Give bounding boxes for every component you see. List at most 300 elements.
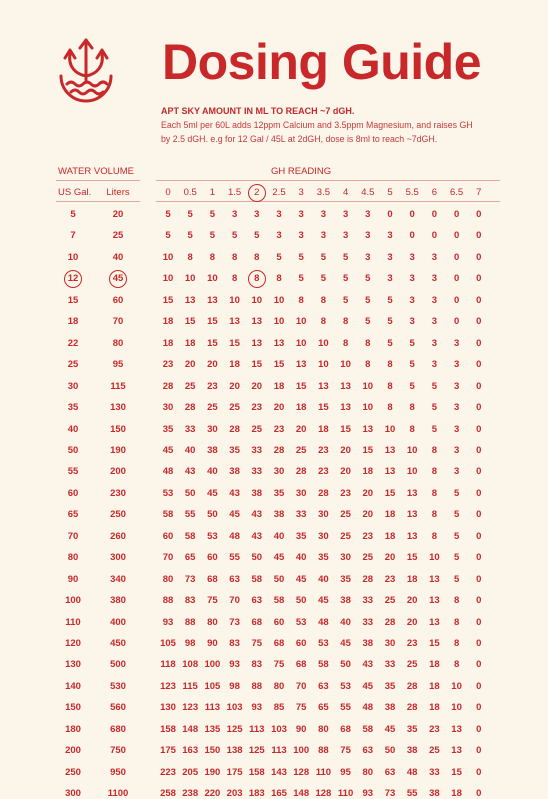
liters-value: 60 xyxy=(112,294,124,306)
dose-value: 15 xyxy=(229,337,240,349)
dose-value: 28 xyxy=(184,402,196,414)
dose-value: 80 xyxy=(273,680,285,692)
dose-value: 13 xyxy=(451,745,462,757)
gallons-value: 200 xyxy=(65,745,81,757)
dose-value: 5 xyxy=(453,552,460,564)
dose-value: 13 xyxy=(229,316,240,328)
dose-value: 5 xyxy=(187,209,193,220)
dose-value: 3 xyxy=(387,251,393,263)
dose-value: 38 xyxy=(251,487,263,499)
dose-value: 8 xyxy=(387,359,393,371)
dose-value: 23 xyxy=(406,638,418,649)
dose-value: 5 xyxy=(187,230,193,242)
dose-value: 50 xyxy=(184,487,196,499)
dose-value: 43 xyxy=(229,487,240,499)
dose-value: 63 xyxy=(318,680,329,692)
dose-value: 5 xyxy=(387,337,393,349)
dose-value: 18 xyxy=(273,380,285,392)
dose-value: 123 xyxy=(182,702,199,714)
dose-value: 5 xyxy=(209,209,216,220)
dose-value: 23 xyxy=(318,466,329,478)
gallons-value: 110 xyxy=(65,616,81,628)
dose-value: 0 xyxy=(476,702,482,714)
dose-value: 48 xyxy=(318,616,329,628)
dose-value: 5 xyxy=(431,402,438,414)
dose-value: 35 xyxy=(406,723,418,735)
dose-value: 15 xyxy=(429,638,440,649)
dose-value: 5 xyxy=(298,273,304,285)
dose-value: 0 xyxy=(476,251,482,263)
dose-value: 65 xyxy=(318,702,329,714)
dose-value: 63 xyxy=(229,573,240,585)
dose-value: 70 xyxy=(162,552,174,564)
dose-value: 33 xyxy=(251,466,263,478)
dose-value: 33 xyxy=(184,423,196,435)
dose-value: 48 xyxy=(162,466,174,478)
dose-value: 125 xyxy=(248,745,265,757)
dose-value: 0 xyxy=(476,638,482,649)
dose-value: 40 xyxy=(207,466,218,478)
dose-value: 5 xyxy=(409,380,415,392)
dose-value: 3 xyxy=(387,230,393,242)
dose-value: 113 xyxy=(271,745,287,757)
dose-value: 30 xyxy=(295,487,307,499)
gallons-value: 40 xyxy=(67,423,79,435)
dose-value: 183 xyxy=(248,788,265,799)
liters-value: 200 xyxy=(110,466,126,478)
dose-value: 28 xyxy=(229,423,240,435)
dose-value: 25 xyxy=(295,444,307,456)
gallons-value: 25 xyxy=(67,359,79,371)
dose-value: 45 xyxy=(384,723,396,735)
dose-value: 13 xyxy=(406,530,418,542)
liters-value: 45 xyxy=(112,273,124,285)
dose-value: 25 xyxy=(207,402,218,414)
dose-value: 20 xyxy=(273,402,285,414)
liters-value: 115 xyxy=(110,380,126,392)
dose-value: 10 xyxy=(384,423,396,435)
dose-value: 38 xyxy=(273,509,285,521)
dose-value: 33 xyxy=(362,595,374,607)
dose-value: 0 xyxy=(453,251,460,263)
dose-value: 45 xyxy=(318,595,329,607)
dose-value: 103 xyxy=(271,723,287,735)
dose-value: 13 xyxy=(318,380,329,392)
dose-value: 13 xyxy=(184,294,196,306)
dose-value: 3 xyxy=(276,230,282,242)
dose-value: 8 xyxy=(453,595,460,607)
gallons-value: 250 xyxy=(65,766,81,778)
dose-value: 15 xyxy=(318,402,329,414)
gh-column-header: 7 xyxy=(476,187,482,198)
dose-value: 25 xyxy=(184,380,196,392)
dose-value: 3 xyxy=(387,273,393,285)
dose-value: 15 xyxy=(362,444,374,456)
dose-value: 0 xyxy=(409,209,415,220)
dose-value: 50 xyxy=(207,509,218,521)
dose-value: 15 xyxy=(207,316,218,328)
gallons-value: 140 xyxy=(65,680,81,692)
dose-value: 5 xyxy=(165,209,171,220)
dose-value: 3 xyxy=(342,209,349,220)
dose-value: 20 xyxy=(229,380,240,392)
dose-value: 0 xyxy=(431,230,438,242)
dose-value: 23 xyxy=(340,487,351,499)
dose-value: 35 xyxy=(273,487,285,499)
dose-value: 20 xyxy=(406,616,418,628)
dose-value: 15 xyxy=(295,380,307,392)
dose-value: 3 xyxy=(409,294,415,306)
dose-value: 65 xyxy=(184,552,196,564)
dose-value: 150 xyxy=(204,745,221,757)
water-volume-label: WATER VOLUME xyxy=(58,166,135,177)
dose-value: 0 xyxy=(453,209,460,220)
dose-value: 30 xyxy=(318,509,329,521)
dose-value: 40 xyxy=(273,530,285,542)
dose-value: 70 xyxy=(229,595,240,607)
dose-value: 18 xyxy=(162,337,174,349)
gh-column-header: 6.5 xyxy=(449,187,464,198)
dose-value: 10 xyxy=(318,337,329,349)
dose-value: 35 xyxy=(295,530,307,542)
liters-value: 150 xyxy=(110,423,126,435)
dose-value: 15 xyxy=(273,359,285,371)
dose-value: 35 xyxy=(340,573,351,585)
dose-value: 8 xyxy=(320,316,327,328)
dose-value: 15 xyxy=(384,487,396,499)
dose-value: 45 xyxy=(207,487,218,499)
dose-value: 60 xyxy=(162,530,174,542)
dose-value: 0 xyxy=(476,595,482,607)
dose-value: 3 xyxy=(365,230,371,242)
liters-value: 250 xyxy=(110,509,126,521)
dose-value: 0 xyxy=(476,723,482,735)
dose-value: 0 xyxy=(476,423,482,435)
dose-value: 15 xyxy=(184,316,196,328)
dose-value: 13 xyxy=(340,380,351,392)
dose-value: 88 xyxy=(251,680,263,692)
liters-value: 950 xyxy=(110,766,126,778)
dose-value: 8 xyxy=(387,380,393,392)
dose-value: 73 xyxy=(184,573,196,585)
dose-value: 18 xyxy=(362,466,374,478)
dose-value: 10 xyxy=(451,680,462,692)
dose-value: 105 xyxy=(204,680,221,692)
dose-value: 75 xyxy=(251,638,263,649)
dose-value: 18 xyxy=(429,702,440,714)
dose-value: 123 xyxy=(160,680,176,692)
dose-value: 5 xyxy=(320,251,327,263)
dose-value: 13 xyxy=(251,337,263,349)
liters-value: 40 xyxy=(112,251,124,263)
dose-value: 10 xyxy=(295,316,307,328)
dose-value: 60 xyxy=(273,616,285,628)
dose-value: 0 xyxy=(476,359,482,371)
liters-value: 530 xyxy=(110,680,126,692)
liters-value: 380 xyxy=(110,595,126,607)
dose-value: 80 xyxy=(162,573,174,585)
liters-value: 1100 xyxy=(107,788,129,799)
dose-value: 15 xyxy=(251,359,263,371)
gh-column-header: 1.5 xyxy=(227,187,242,198)
dose-value: 18 xyxy=(384,509,396,521)
liters-value: 500 xyxy=(110,659,126,671)
dose-value: 5 xyxy=(342,273,349,285)
gallons-value: 30 xyxy=(67,380,79,392)
dose-value: 95 xyxy=(340,766,351,778)
dose-value: 0 xyxy=(476,573,482,585)
dose-value: 148 xyxy=(182,723,199,735)
dose-value: 0 xyxy=(476,788,482,799)
dose-value: 10 xyxy=(229,294,240,306)
dose-value: 10 xyxy=(162,273,174,285)
dose-value: 80 xyxy=(362,766,374,778)
dose-value: 3 xyxy=(320,230,327,242)
divider-right-2 xyxy=(156,201,500,202)
highlight-gallons-circle xyxy=(64,270,82,288)
dose-value: 113 xyxy=(249,723,265,735)
gallons-value: 130 xyxy=(65,659,81,671)
dose-value: 103 xyxy=(226,702,243,714)
dose-value: 58 xyxy=(362,723,374,735)
liters-value: 130 xyxy=(110,402,126,414)
dose-value: 0 xyxy=(387,209,393,220)
dose-value: 13 xyxy=(207,294,218,306)
dose-value: 38 xyxy=(384,702,396,714)
liters-value: 400 xyxy=(110,616,126,628)
dose-value: 203 xyxy=(226,788,243,799)
dose-value: 258 xyxy=(160,788,176,799)
gh-column-header: 2.5 xyxy=(272,187,286,198)
dose-value: 75 xyxy=(207,595,218,607)
dose-value: 0 xyxy=(476,337,482,349)
dose-value: 3 xyxy=(431,316,438,328)
dose-value: 0 xyxy=(476,466,482,478)
dose-value: 23 xyxy=(162,359,174,371)
dose-value: 88 xyxy=(184,616,196,628)
liters-value: 230 xyxy=(110,487,126,499)
dose-value: 8 xyxy=(254,273,260,285)
description xyxy=(161,118,501,146)
dose-value: 28 xyxy=(295,466,307,478)
dose-value: 30 xyxy=(384,638,396,649)
divider-left xyxy=(56,180,140,181)
dose-value: 0 xyxy=(476,616,482,628)
dose-value: 15 xyxy=(207,337,218,349)
dose-value: 10 xyxy=(295,337,307,349)
dose-value: 10 xyxy=(318,359,329,371)
dose-value: 75 xyxy=(273,659,285,671)
dose-value: 15 xyxy=(406,552,418,564)
gallons-value: 150 xyxy=(65,702,81,714)
dose-value: 50 xyxy=(384,745,396,757)
dose-value: 35 xyxy=(318,552,329,564)
dose-value: 8 xyxy=(298,294,304,306)
liters-value: 260 xyxy=(110,530,126,542)
dose-value: 165 xyxy=(271,788,287,799)
dose-value: 5 xyxy=(342,251,349,263)
dose-value: 28 xyxy=(406,702,418,714)
dose-value: 25 xyxy=(429,745,440,757)
dose-value: 3 xyxy=(365,209,371,220)
dose-value: 53 xyxy=(162,487,174,499)
dose-value: 98 xyxy=(229,680,240,692)
dose-value: 135 xyxy=(204,723,221,735)
dose-value: 0 xyxy=(476,402,482,414)
dose-value: 5 xyxy=(409,337,415,349)
dose-value: 90 xyxy=(207,638,218,649)
dose-value: 83 xyxy=(229,638,240,649)
liters-value: 680 xyxy=(110,723,126,735)
dose-value: 63 xyxy=(362,745,374,757)
dose-value: 0 xyxy=(453,316,460,328)
dose-value: 60 xyxy=(295,638,307,649)
dose-value: 68 xyxy=(295,659,307,671)
dose-value: 18 xyxy=(184,337,196,349)
dose-value: 30 xyxy=(273,466,285,478)
dose-value: 3 xyxy=(431,251,438,263)
dose-value: 18 xyxy=(295,402,307,414)
dose-value: 40 xyxy=(295,552,307,564)
dose-value: 8 xyxy=(276,273,282,285)
dose-value: 3 xyxy=(431,359,438,371)
dose-value: 33 xyxy=(384,659,396,671)
dose-value: 0 xyxy=(476,294,482,306)
dose-value: 10 xyxy=(451,702,462,714)
dose-value: 48 xyxy=(229,530,240,542)
dose-value: 20 xyxy=(362,487,374,499)
dose-value: 80 xyxy=(318,723,329,735)
dose-value: 10 xyxy=(362,380,374,392)
dose-value: 15 xyxy=(340,423,351,435)
dose-value: 5 xyxy=(453,530,460,542)
gallons-value: 100 xyxy=(65,595,81,607)
dose-value: 110 xyxy=(315,766,332,778)
dose-value: 25 xyxy=(340,509,351,521)
dose-value: 25 xyxy=(406,659,418,671)
divider-right xyxy=(156,180,500,181)
dose-value: 3 xyxy=(254,209,260,220)
dose-value: 0 xyxy=(476,380,482,392)
gallons-value: 7 xyxy=(70,230,76,242)
dose-value: 18 xyxy=(162,316,174,328)
dose-value: 190 xyxy=(204,766,221,778)
dose-value: 5 xyxy=(254,230,260,242)
dose-value: 45 xyxy=(340,638,351,649)
gh-column-header: 1 xyxy=(209,187,216,198)
dose-value: 58 xyxy=(318,659,329,671)
dose-value: 5 xyxy=(342,294,349,306)
dose-value: 68 xyxy=(340,723,351,735)
gallons-value: 5 xyxy=(70,209,76,220)
gallons-value: 300 xyxy=(65,788,81,799)
dose-value: 35 xyxy=(229,444,240,456)
column-header-liters: Liters xyxy=(106,187,130,198)
dose-value: 33 xyxy=(295,509,307,521)
dose-value: 8 xyxy=(187,251,193,263)
dose-value: 20 xyxy=(340,444,351,456)
dose-value: 15 xyxy=(451,766,462,778)
gh-column-header: 2 xyxy=(254,187,260,198)
dose-value: 0 xyxy=(476,659,482,671)
dose-value: 40 xyxy=(340,616,351,628)
dose-value: 8 xyxy=(365,337,371,349)
dose-value: 113 xyxy=(204,702,221,714)
description-line: Each 5ml per 60L adds 12ppm Calcium and 3.5ppm Magnesium, and raises GH xyxy=(161,120,473,130)
dose-value: 13 xyxy=(295,359,307,371)
dose-value: 8 xyxy=(254,251,260,263)
dose-value: 43 xyxy=(251,530,263,542)
dose-value: 28 xyxy=(384,616,396,628)
dose-value: 20 xyxy=(362,509,374,521)
dose-value: 5 xyxy=(387,294,393,306)
dose-value: 0 xyxy=(476,509,482,521)
dose-value: 10 xyxy=(362,402,374,414)
subtitle: APT SKY AMOUNT IN ML TO REACH ~7 dGH. xyxy=(161,106,355,116)
page-title: Dosing Guide xyxy=(162,34,481,90)
dose-value: 8 xyxy=(431,530,438,542)
dose-value: 70 xyxy=(295,680,307,692)
dose-value: 8 xyxy=(231,273,238,285)
dose-value: 5 xyxy=(365,316,371,328)
gallons-value: 35 xyxy=(67,402,79,414)
dose-value: 63 xyxy=(251,595,263,607)
dose-value: 138 xyxy=(226,745,243,757)
dose-value: 8 xyxy=(453,638,460,649)
dose-value: 50 xyxy=(273,573,285,585)
dose-value: 125 xyxy=(226,723,243,735)
gh-reading-label: GH READING xyxy=(271,166,332,177)
liters-value: 95 xyxy=(112,359,124,371)
dose-value: 30 xyxy=(340,552,351,564)
dose-value: 8 xyxy=(342,316,349,328)
liters-value: 80 xyxy=(112,337,124,349)
gallons-value: 18 xyxy=(67,316,79,328)
dose-value: 28 xyxy=(362,573,374,585)
dose-value: 3 xyxy=(409,273,415,285)
dose-value: 53 xyxy=(318,638,329,649)
dose-value: 223 xyxy=(160,766,176,778)
highlight-liters-circle xyxy=(109,270,127,288)
liters-value: 750 xyxy=(110,745,126,757)
dose-value: 0 xyxy=(476,444,482,456)
dose-value: 28 xyxy=(318,487,329,499)
dose-value: 13 xyxy=(451,723,462,735)
dose-value: 20 xyxy=(384,552,396,564)
liters-value: 560 xyxy=(110,702,126,714)
dose-value: 93 xyxy=(162,616,174,628)
dose-value: 10 xyxy=(162,251,174,263)
dose-value: 30 xyxy=(162,402,174,414)
dose-value: 45 xyxy=(295,573,307,585)
dose-value: 158 xyxy=(160,723,176,735)
dose-value: 18 xyxy=(429,680,440,692)
dose-value: 5 xyxy=(231,230,238,242)
dose-value: 68 xyxy=(251,616,263,628)
dose-value: 23 xyxy=(318,444,329,456)
dose-value: 3 xyxy=(453,402,460,414)
dose-value: 5 xyxy=(453,487,460,499)
dose-value: 5 xyxy=(276,251,282,263)
dose-value: 73 xyxy=(384,788,396,799)
liters-value: 340 xyxy=(110,573,126,585)
dose-value: 0 xyxy=(453,294,460,306)
dose-value: 3 xyxy=(431,273,438,285)
dose-value: 13 xyxy=(406,487,418,499)
dose-value: 5 xyxy=(365,294,371,306)
dose-value: 128 xyxy=(293,766,310,778)
liters-value: 300 xyxy=(110,552,126,564)
